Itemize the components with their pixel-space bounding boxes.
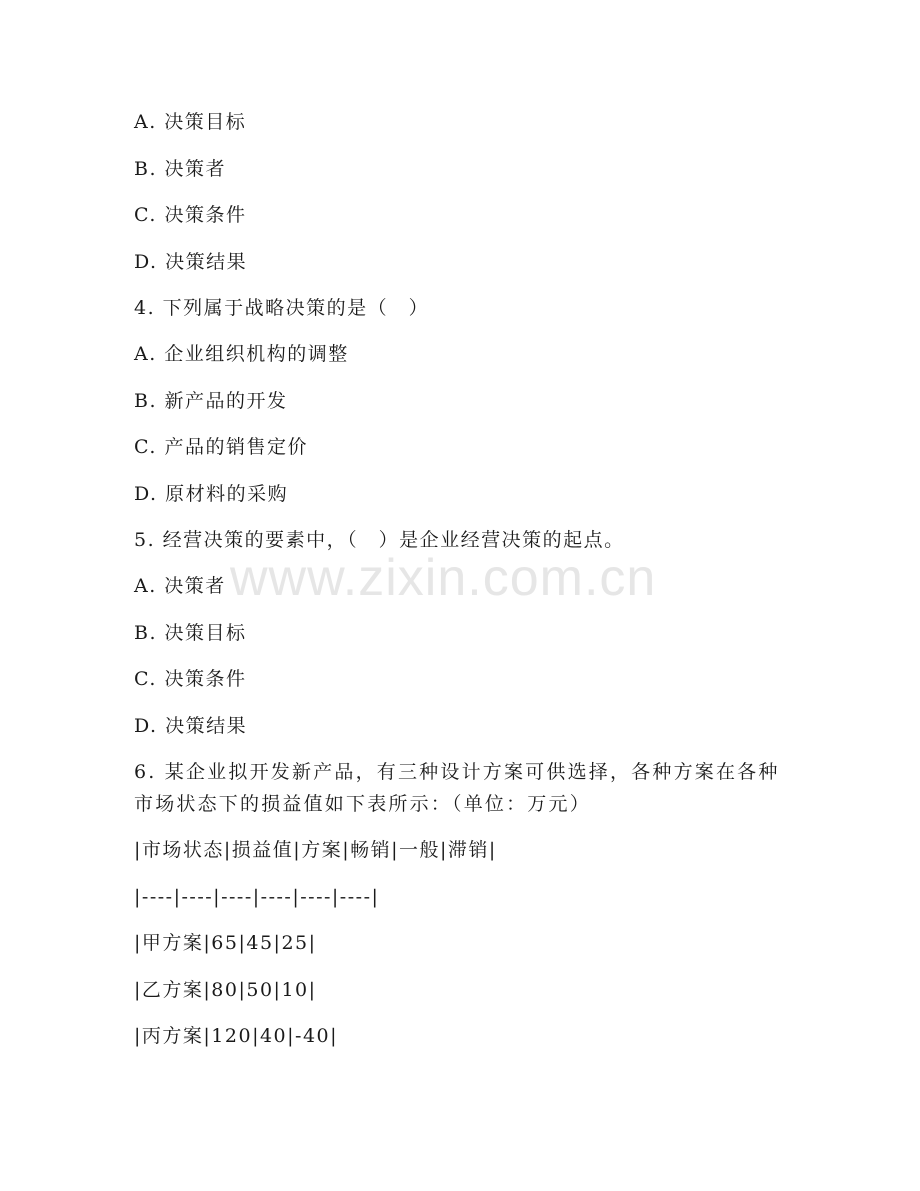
q3-option-a: A. 决策目标 <box>134 111 247 133</box>
table-row-jia: |甲方案|65|45|25| <box>134 932 317 954</box>
table-row-yi: |乙方案|80|50|10| <box>134 979 317 1001</box>
q4-option-c: C. 产品的销售定价 <box>134 436 308 458</box>
q5-option-c: C. 决策条件 <box>134 668 247 690</box>
q3-option-b: B. 决策者 <box>134 158 227 180</box>
q4-option-a: A. 企业组织机构的调整 <box>134 343 349 365</box>
q3-option-c: C. 决策条件 <box>134 204 247 226</box>
question-6-line-1: 6. 某企业拟开发新产品，有三种设计方案可供选择，各种方案在各种 <box>134 761 780 783</box>
q5-option-a: A. 决策者 <box>134 575 226 597</box>
q4-option-b: B. 新产品的开发 <box>134 390 288 412</box>
table-header-row: |市场状态|损益值|方案|畅销|一般|滞销| <box>134 839 497 861</box>
question-6-line-2: 市场状态下的损益值如下表所示：（单位：万元） <box>134 793 591 815</box>
q4-option-d: D. 原材料的采购 <box>134 483 289 505</box>
q3-option-d: D. 决策结果 <box>134 251 248 273</box>
q5-option-d: D. 决策结果 <box>134 715 248 737</box>
table-row-bing: |丙方案|120|40|-40| <box>134 1025 339 1047</box>
q5-option-b: B. 决策目标 <box>134 622 247 644</box>
question-5: 5. 经营决策的要素中，（ ）是企业经营决策的起点。 <box>134 529 625 551</box>
watermark: www.zixin.com.cn <box>230 549 657 607</box>
table-separator-row: |----|----|----|----|----|----| <box>134 886 380 908</box>
question-4: 4. 下列属于战略决策的是（ ） <box>134 297 430 319</box>
